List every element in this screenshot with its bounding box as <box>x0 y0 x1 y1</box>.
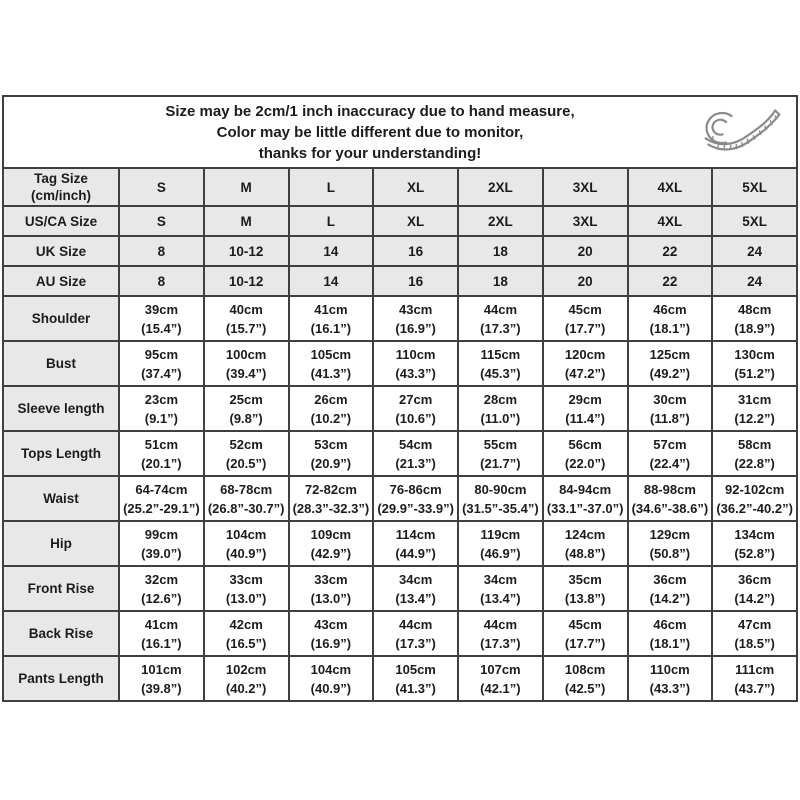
measurement-cell: 40cm (15.7”) <box>204 296 289 341</box>
measurement-cell: 64-74cm (25.2”-29.1”) <box>119 476 204 521</box>
size-cell: L <box>289 168 374 206</box>
measurement-cell: 108cm (42.5”) <box>543 656 628 701</box>
measurement-cell: 35cm (13.8”) <box>543 566 628 611</box>
measurement-cell: 55cm (21.7”) <box>458 431 543 476</box>
size-cell: 8 <box>119 236 204 266</box>
size-cell: 22 <box>628 266 713 296</box>
measurement-cell: 104cm (40.9”) <box>289 656 374 701</box>
size-cell: 14 <box>289 266 374 296</box>
measurement-cell: 114cm (44.9”) <box>373 521 458 566</box>
measurement-cell: 52cm (20.5”) <box>204 431 289 476</box>
measurement-cell: 34cm (13.4”) <box>458 566 543 611</box>
measurement-cell: 43cm (16.9”) <box>289 611 374 656</box>
measurement-cell: 109cm (42.9”) <box>289 521 374 566</box>
size-cell: 3XL <box>543 168 628 206</box>
measurement-cell: 99cm (39.0”) <box>119 521 204 566</box>
measurement-cell: 32cm (12.6”) <box>119 566 204 611</box>
measurement-cell: 25cm (9.8”) <box>204 386 289 431</box>
size-cell: S <box>119 168 204 206</box>
notice-row <box>3 96 797 168</box>
size-cell: 24 <box>712 266 797 296</box>
size-cell: S <box>119 206 204 236</box>
notice-line-1: Size may be 2cm/1 inch inaccuracy due to hand measure, <box>165 102 575 120</box>
size-cell: 16 <box>373 236 458 266</box>
table-row <box>3 521 797 566</box>
size-cell: 5XL <box>712 168 797 206</box>
measurement-cell: 26cm (10.2”) <box>289 386 374 431</box>
measurement-cell: 134cm (52.8”) <box>712 521 797 566</box>
size-cell: 2XL <box>458 168 543 206</box>
measurement-cell: 58cm (22.8”) <box>712 431 797 476</box>
size-cell: 8 <box>119 266 204 296</box>
measurement-cell: 102cm (40.2”) <box>204 656 289 701</box>
measurement-cell: 111cm (43.7”) <box>712 656 797 701</box>
size-chart <box>2 95 798 702</box>
measurement-cell: 27cm (10.6”) <box>373 386 458 431</box>
size-cell: M <box>204 168 289 206</box>
measurement-cell: 110cm (43.3”) <box>373 341 458 386</box>
size-cell: 10-12 <box>204 266 289 296</box>
table-row <box>3 386 797 431</box>
row-label: Bust <box>3 341 119 386</box>
measurement-cell: 47cm (18.5”) <box>712 611 797 656</box>
measurement-cell: 101cm (39.8”) <box>119 656 204 701</box>
table-row <box>3 168 797 206</box>
measurement-cell: 120cm (47.2”) <box>543 341 628 386</box>
table-row <box>3 341 797 386</box>
measurement-cell: 44cm (17.3”) <box>458 296 543 341</box>
measurement-cell: 125cm (49.2”) <box>628 341 713 386</box>
size-cell: 18 <box>458 266 543 296</box>
size-table <box>2 95 798 702</box>
measurement-cell: 29cm (11.4”) <box>543 386 628 431</box>
measurement-cell: 80-90cm (31.5”-35.4”) <box>458 476 543 521</box>
measurement-cell: 56cm (22.0”) <box>543 431 628 476</box>
size-cell: 22 <box>628 236 713 266</box>
size-cell: 24 <box>712 236 797 266</box>
table-row <box>3 476 797 521</box>
measurement-cell: 110cm (43.3”) <box>628 656 713 701</box>
measurement-cell: 45cm (17.7”) <box>543 611 628 656</box>
notice-cell <box>3 96 797 168</box>
row-label: AU Size <box>3 266 119 296</box>
measurement-cell: 43cm (16.9”) <box>373 296 458 341</box>
measurement-cell: 88-98cm (34.6”-38.6”) <box>628 476 713 521</box>
measurement-cell: 48cm (18.9”) <box>712 296 797 341</box>
table-row <box>3 656 797 701</box>
measurement-cell: 115cm (45.3”) <box>458 341 543 386</box>
measurement-cell: 100cm (39.4”) <box>204 341 289 386</box>
size-cell: L <box>289 206 374 236</box>
measurement-cell: 44cm (17.3”) <box>373 611 458 656</box>
row-label: Waist <box>3 476 119 521</box>
measurement-cell: 68-78cm (26.8”-30.7”) <box>204 476 289 521</box>
size-cell: 2XL <box>458 206 543 236</box>
size-cell: 3XL <box>543 206 628 236</box>
measurement-cell: 130cm (51.2”) <box>712 341 797 386</box>
size-cell: XL <box>373 206 458 236</box>
size-cell: 4XL <box>628 168 713 206</box>
measurement-cell: 54cm (21.3”) <box>373 431 458 476</box>
notice-line-2: Color may be little different due to monitor, <box>216 123 524 141</box>
measurement-cell: 41cm (16.1”) <box>119 611 204 656</box>
measurement-cell: 36cm (14.2”) <box>628 566 713 611</box>
measurement-cell: 34cm (13.4”) <box>373 566 458 611</box>
measurement-cell: 129cm (50.8”) <box>628 521 713 566</box>
measurement-cell: 28cm (11.0”) <box>458 386 543 431</box>
size-cell: 5XL <box>712 206 797 236</box>
measurement-cell: 92-102cm (36.2”-40.2”) <box>712 476 797 521</box>
row-label: UK Size <box>3 236 119 266</box>
measurement-cell: 23cm (9.1”) <box>119 386 204 431</box>
row-label: Shoulder <box>3 296 119 341</box>
row-label: Sleeve length <box>3 386 119 431</box>
measurement-cell: 46cm (18.1”) <box>628 296 713 341</box>
size-cell: 10-12 <box>204 236 289 266</box>
notice-text <box>4 97 796 167</box>
size-cell: XL <box>373 168 458 206</box>
measurement-cell: 42cm (16.5”) <box>204 611 289 656</box>
measurement-cell: 39cm (15.4”) <box>119 296 204 341</box>
measurement-cell: 30cm (11.8”) <box>628 386 713 431</box>
row-label: Hip <box>3 521 119 566</box>
measurement-cell: 44cm (17.3”) <box>458 611 543 656</box>
table-row <box>3 266 797 296</box>
measurement-cell: 107cm (42.1”) <box>458 656 543 701</box>
measurement-cell: 105cm (41.3”) <box>289 341 374 386</box>
size-cell: 18 <box>458 236 543 266</box>
size-cell: 16 <box>373 266 458 296</box>
size-cell: M <box>204 206 289 236</box>
table-row <box>3 611 797 656</box>
measurement-cell: 46cm (18.1”) <box>628 611 713 656</box>
row-label: Tops Length <box>3 431 119 476</box>
row-label: Tag Size (cm/inch) <box>3 168 119 206</box>
measurement-cell: 41cm (16.1”) <box>289 296 374 341</box>
measurement-cell: 51cm (20.1”) <box>119 431 204 476</box>
measurement-cell: 119cm (46.9”) <box>458 521 543 566</box>
measurement-cell: 72-82cm (28.3”-32.3”) <box>289 476 374 521</box>
row-label: Front Rise <box>3 566 119 611</box>
measurement-cell: 36cm (14.2”) <box>712 566 797 611</box>
table-row <box>3 566 797 611</box>
row-label: Pants Length <box>3 656 119 701</box>
size-cell: 14 <box>289 236 374 266</box>
measurement-cell: 76-86cm (29.9”-33.9”) <box>373 476 458 521</box>
size-cell: 20 <box>543 236 628 266</box>
row-label: US/CA Size <box>3 206 119 236</box>
measurement-cell: 33cm (13.0”) <box>289 566 374 611</box>
table-row <box>3 431 797 476</box>
measurement-cell: 84-94cm (33.1”-37.0”) <box>543 476 628 521</box>
size-cell: 4XL <box>628 206 713 236</box>
measurement-cell: 53cm (20.9”) <box>289 431 374 476</box>
size-table-body <box>3 96 797 701</box>
row-label: Back Rise <box>3 611 119 656</box>
notice-line-3: thanks for your understanding! <box>258 144 482 162</box>
measurement-cell: 45cm (17.7”) <box>543 296 628 341</box>
size-cell: 20 <box>543 266 628 296</box>
table-row <box>3 296 797 341</box>
tape-measure-icon <box>692 101 782 165</box>
measurement-cell: 31cm (12.2”) <box>712 386 797 431</box>
measurement-cell: 33cm (13.0”) <box>204 566 289 611</box>
measurement-cell: 105cm (41.3”) <box>373 656 458 701</box>
measurement-cell: 57cm (22.4”) <box>628 431 713 476</box>
measurement-cell: 124cm (48.8”) <box>543 521 628 566</box>
measurement-cell: 95cm (37.4”) <box>119 341 204 386</box>
measurement-cell: 104cm (40.9”) <box>204 521 289 566</box>
table-row <box>3 236 797 266</box>
table-row <box>3 206 797 236</box>
